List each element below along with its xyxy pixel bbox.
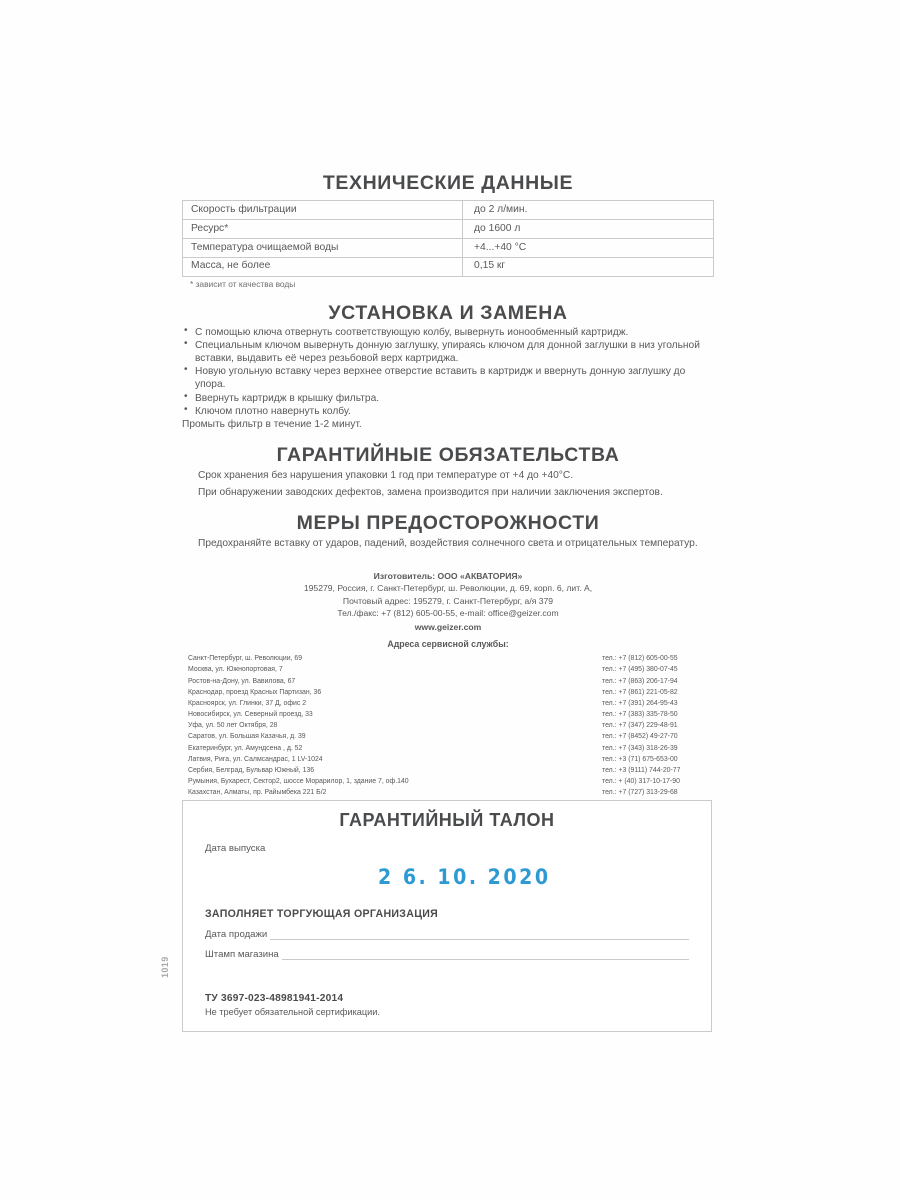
warranty-paragraph: Срок хранения без нарушения упаковки 1 год при температуре от +4 до +40°С. xyxy=(198,470,574,482)
shop-stamp-field[interactable] xyxy=(205,949,689,960)
list-item: • Новую угольную вставку через верхнее отверстие вставить в картридж и ввернуть донную заглушку до упора. xyxy=(182,365,714,391)
list-item xyxy=(182,731,714,742)
table-row xyxy=(183,220,714,239)
manufacturer-label: Изготовитель: xyxy=(373,570,436,581)
service-city: Казахстан, Алматы, пр. Райымбека 221 Б/2 xyxy=(188,789,327,797)
warranty-paragraph: При обнаружении заводских дефектов, замена производится при наличии заключения экспертов. xyxy=(198,486,663,498)
list-item xyxy=(182,776,714,787)
section-title-precautions: МЕРЫ ПРЕДОСТОРОЖНОСТИ xyxy=(296,512,600,534)
service-phone: тел.: +7 (347) 229-48-91 xyxy=(602,722,678,730)
list-item xyxy=(182,664,714,675)
service-city: Уфа, ул. 50 лет Октября, 28 xyxy=(188,722,278,730)
table-cell-value: +4...+40 °С xyxy=(463,239,714,258)
service-addresses-heading: Адреса сервисной службы: xyxy=(387,639,509,650)
manufacturer-name-line xyxy=(182,570,714,582)
table-cell-value: 0,15 кг xyxy=(463,257,714,276)
list-item xyxy=(182,743,714,754)
precautions-paragraph: Предохраняйте вставку от ударов, падений, воздействия солнечного света и отрицательных температур. xyxy=(198,538,698,550)
service-phone: тел.: +3 (9111) 744-20-77 xyxy=(602,767,681,775)
manufacturer-address: 195279, Россия, г. Санкт-Петербург, ш. Революции, д. 69, корп. 6, лит. А, xyxy=(303,583,593,594)
section-title-installation: УСТАНОВКА И ЗАМЕНА xyxy=(328,301,568,324)
service-city: Санкт-Петербург, ш. Революции, 69 xyxy=(188,655,303,663)
service-phone: тел.: +7 (383) 335-78-50 xyxy=(602,711,678,719)
service-city: Ростов-на-Дону, ул. Вавилова, 67 xyxy=(188,677,296,685)
service-city: Екатеринбург, ул. Амундсена , д. 52 xyxy=(188,744,303,752)
service-phone: тел.: +7 (863) 206-17-94 xyxy=(602,677,678,685)
shop-stamp-write-line[interactable] xyxy=(282,950,689,960)
list-item xyxy=(182,720,714,731)
service-phone: тел.: +7 (8452) 49-27-70 xyxy=(602,733,678,741)
list-item xyxy=(182,687,714,698)
table-cell-parameter: Ресурс* xyxy=(183,220,463,239)
table-row xyxy=(183,239,714,258)
list-item: • Специальным ключом вывернуть донную заглушку, упираясь ключом для донной заглушки в низ угольной вставки, выдавить её через резьбовой верх картриджа. xyxy=(182,339,714,365)
shop-stamp-label: Штамп магазина xyxy=(205,949,279,960)
table-cell-parameter: Скорость фильтрации xyxy=(183,201,463,220)
list-item: • Ключом плотно навернуть колбу. xyxy=(182,405,714,418)
sale-date-label: Дата продажи xyxy=(205,929,268,940)
list-item xyxy=(182,754,714,765)
technical-data-table xyxy=(182,200,714,276)
service-addresses-list xyxy=(182,653,714,798)
list-item xyxy=(182,676,714,687)
service-phone: тел.: + (40) 317-10-17-90 xyxy=(602,778,680,786)
table-cell-parameter: Температура очищаемой воды xyxy=(183,239,463,258)
service-city: Румыния, Бухарест, Сектор2, шоссе Морарилор, 1, здание 7, оф.140 xyxy=(188,778,409,786)
table-row xyxy=(183,257,714,276)
installation-closing-line: Промыть фильтр в течение 1-2 минут. xyxy=(182,418,362,430)
retailer-section-heading: ЗАПОЛНЯЕТ ТОРГУЮЩАЯ ОРГАНИЗАЦИЯ xyxy=(205,908,439,920)
manufacturer-contacts: Тел./факс: +7 (812) 605-00-55, e-mail: office@geizer.com xyxy=(337,608,559,619)
service-city: Сербия, Белград, Бульвар Южный, 136 xyxy=(188,767,315,775)
list-item: • Ввернуть картридж в крышку фильтра. xyxy=(182,392,714,405)
table-row xyxy=(183,201,714,220)
list-item xyxy=(182,653,714,664)
service-city: Краснодар, проезд Красных Партизан, 36 xyxy=(188,688,322,696)
manufacturer-postal-address: Почтовый адрес: 195279, г. Санкт-Петербург, а/я 379 xyxy=(342,595,554,606)
service-city: Новосибирск, ул. Северный проезд, 33 xyxy=(188,711,313,719)
service-phone: тел.: +3 (71) 675-653-00 xyxy=(602,755,678,763)
warranty-card-title: ГАРАНТИЙНЫЙ ТАЛОН xyxy=(339,810,555,830)
service-city: Москва, ул. Южнопортовая, 7 xyxy=(188,666,283,674)
list-item xyxy=(182,709,714,720)
service-city: Красноярск, ул. Глинки, 37 Д, офис 2 xyxy=(188,699,307,707)
sale-date-field[interactable] xyxy=(205,929,689,940)
list-item xyxy=(182,787,714,798)
list-item xyxy=(182,698,714,709)
service-city: Саратов, ул. Большая Казачья, д. 39 xyxy=(188,733,306,741)
service-city: Латвия, Рига, ул. Салмсандрас, 1 LV-1024 xyxy=(188,755,323,763)
certification-note: Не требует обязательной сертификации. xyxy=(205,1007,380,1017)
manufacturer-name: ООО «АКВАТОРИЯ» xyxy=(437,570,523,581)
service-phone: тел.: +7 (727) 313-29-68 xyxy=(602,789,678,797)
table-cell-parameter: Масса, не более xyxy=(183,257,463,276)
service-phone: тел.: +7 (343) 318-26-39 xyxy=(602,744,678,752)
warranty-card xyxy=(182,800,712,1032)
technical-data-footnote: * зависит от качества воды xyxy=(190,278,296,289)
section-title-technical-data: ТЕХНИЧЕСКИЕ ДАННЫЕ xyxy=(322,172,574,194)
installation-steps-list xyxy=(182,326,714,417)
service-phone: тел.: +7 (812) 605-00-55 xyxy=(602,655,678,663)
sale-date-write-line[interactable] xyxy=(270,930,689,940)
list-item xyxy=(182,765,714,776)
service-phone: тел.: +7 (861) 221-05-82 xyxy=(602,688,678,696)
table-cell-value: до 1600 л xyxy=(463,220,714,239)
service-phone: тел.: +7 (495) 380-07-45 xyxy=(602,666,678,674)
manufacturer-block xyxy=(182,570,714,633)
issue-date-stamp: 2 6. 10. 2020 xyxy=(378,865,551,890)
table-cell-value: до 2 л/мин. xyxy=(463,201,714,220)
issue-date-label: Дата выпуска xyxy=(205,843,266,854)
manufacturer-website[interactable]: www.geizer.com xyxy=(414,621,482,632)
tu-specification-code: ТУ 3697-023-48981941-2014 xyxy=(205,993,344,1004)
page-code-marker: 1019 xyxy=(160,956,170,978)
list-item: • С помощью ключа отвернуть соответствующую колбу, вывернуть ионообменный картридж. xyxy=(182,326,714,339)
document-content xyxy=(182,172,714,799)
service-phone: тел.: +7 (391) 264-95-43 xyxy=(602,699,678,707)
section-title-warranty-obligations: ГАРАНТИЙНЫЕ ОБЯЗАТЕЛЬСТВА xyxy=(276,443,620,466)
